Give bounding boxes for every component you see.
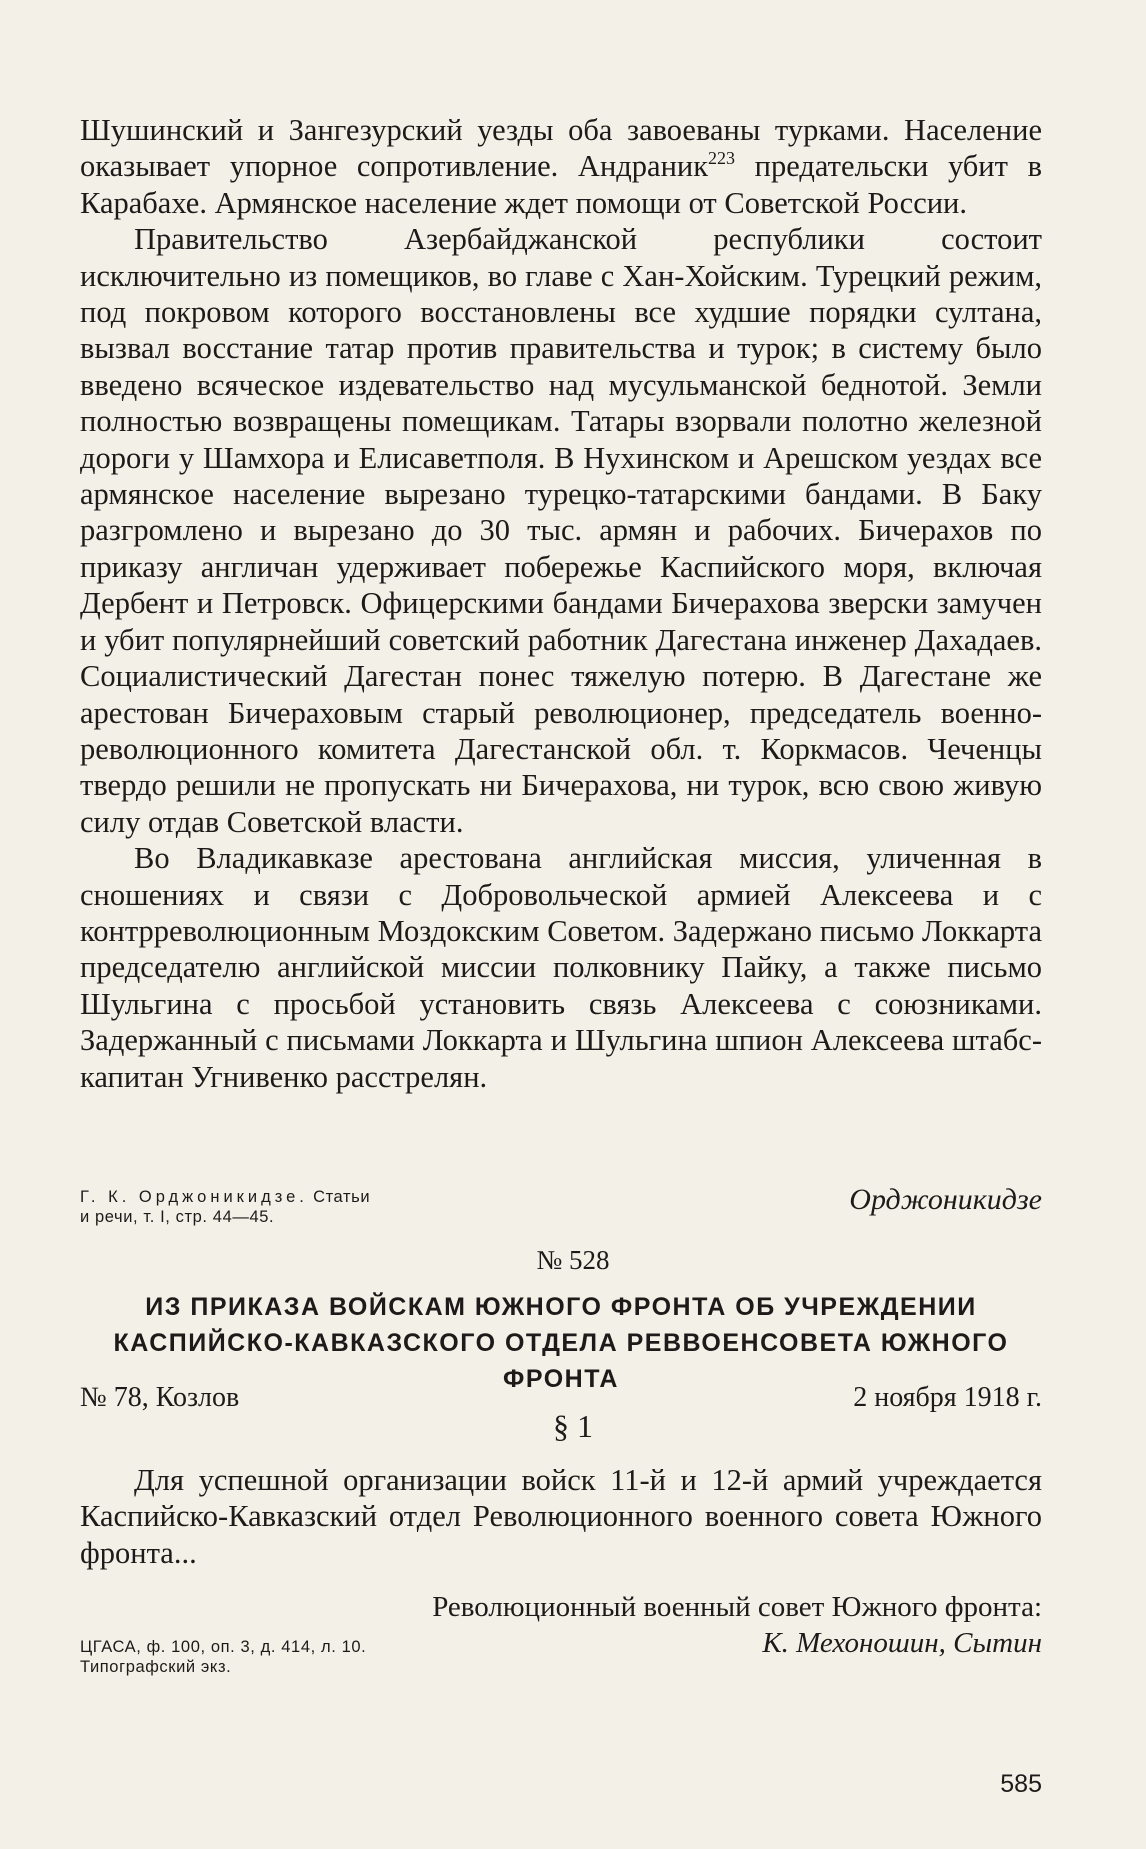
- footnote-marker: 223: [708, 148, 736, 169]
- body-text-top: [80, 112, 1042, 1095]
- paragraph-3: Во Владикавказе арестована английская миссия, уличенная в сношениях и связи с Добровольческой армией Алексеева и с контрреволюционным Моздокским Советом. Задержано письмо Локкарта председателю английской миссии полковнику Пайку, а также письмо Шульгина с просьбой установить связь Алексеева с союзниками. Задержанный с письмами Локкарта и Шульгина шпион Алексеева штабс-капитан Угнивенко расстрелян.: [80, 841, 1042, 1094]
- order-number: № 78, Козлов: [80, 1382, 240, 1413]
- signature: Орджоникидзе: [849, 1183, 1042, 1216]
- paragraph-1: Шушинский и Зангезурский уезды оба завоеваны турками. Население оказывает упорное сопротивление. Андраник$^{223}$ предательски убит в Карабахе. Армянское население ждет помощи от Советской России.: [80, 113, 1042, 220]
- order-text-block: [80, 1462, 1042, 1571]
- paragraph-2: Правительство Азербайджанской республики состоит исключительно из помещиков, во главе с Хан-Хойским. Турецкий режим, под покровом которого восстановлены все худшие порядки султана, вызвал восстание татар против правительства и турок; в систему было введено всяческое издевательство над мусульманской беднотой. Земли полностью возвращены помещикам. Татары взорвали полотно железной дороги у Шамхора и Елисаветполя. В Нухинском и Арешском уездах все армянское население вырезано турецко-татарскими бандами. В Баку разгромлено и вырезано до 30 тыс. армян и рабочих. Бичерахов по приказу англичан удерживает побережье Каспийского моря, включая Дербент и Петровск. Офицерскими бандами Бичерахова зверски замучен и убит популярнейший советский работник Дагестана инженер Дахадаев. Социалистический Дагестан понес тяжелую потерю. В Дагестане же арестован Бичераховым старый революционер, председатель военно-революционного комитета Дагестанской обл. т. Коркмасов. Чеченцы твердо решили не пропускать ни Бичерахова, ни турок, всю свою живую силу отдав Советской власти.: [80, 222, 1042, 839]
- document-heading: ИЗ ПРИКАЗА ВОЙСКАМ ЮЖНОГО ФРОНТА ОБ УЧРЕЖДЕНИИ КАСПИЙСКО-КАВКАЗСКОГО ОТДЕЛА РЕВВОЕНСОВЕТА ЮЖНОГО ФРОНТА: [113, 1293, 1009, 1393]
- archive-reference: ЦГАСА, ф. 100, оп. 3, д. 414, л. 10. Типографский экз.: [80, 1638, 367, 1676]
- section-marker: § 1: [553, 1408, 593, 1444]
- source-citation: Г. К. Орджоникидзе. Статьи и речи, т. I, стр. 44—45.: [80, 1188, 371, 1226]
- source-author: Г. К. Орджоникидзе.: [80, 1188, 308, 1206]
- order-date: 2 ноября 1918 г.: [853, 1382, 1042, 1413]
- order-text: Для успешной организации войск 11-й и 12-й армий учреждается Каспийско-Кавказский отдел Революционного военного совета Южного фронта...: [80, 1463, 1042, 1570]
- document-number: № 528: [536, 1245, 610, 1275]
- page-number: 585: [1000, 1770, 1042, 1798]
- closing-organization: Революционный военный совет Южного фронта:: [432, 1591, 1042, 1623]
- closing-names: К. Мехоношин, Сытин: [762, 1627, 1042, 1659]
